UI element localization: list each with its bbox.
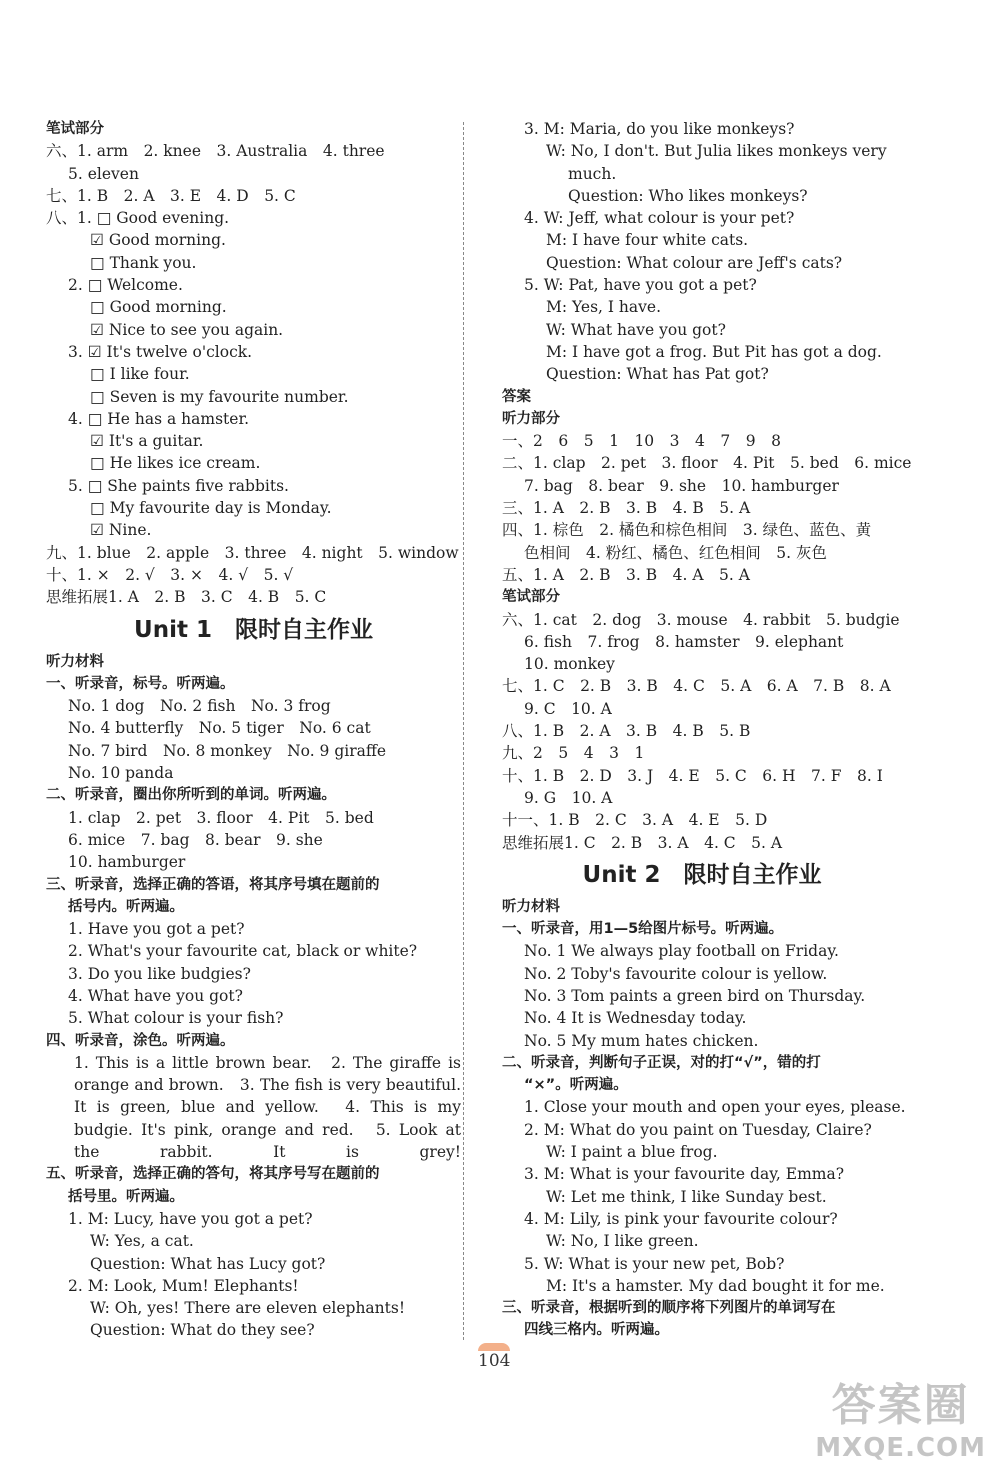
column-divider [463, 122, 464, 1340]
section-heading: 三、听录音，选择正确的答语，将其序号填在题前的 [46, 876, 380, 893]
text-line: 10. monkey [524, 655, 615, 674]
section-heading: 笔试部分 [46, 121, 104, 137]
text-line: No. 4 butterfly No. 5 tiger No. 6 cat [68, 719, 371, 738]
text-line: 7. bag 8. bear 9. she 10. hamburger [524, 476, 839, 495]
text-line: 六、1. cat 2. dog 3. mouse 4. rabbit 5. budgie [502, 610, 900, 629]
text-line: 色相间 4. 粉红、橘色、红色相间 5. 灰色 [524, 543, 827, 562]
text-line: ☑ Nice to see you again. [90, 320, 284, 339]
section-heading: 四线三格内。听两遍。 [524, 1322, 669, 1339]
text-line: 3. M: What is your favourite day, Emma? [524, 1165, 845, 1184]
text-line: 6. mice 7. bag 8. bear 9. she [68, 830, 323, 849]
text-line: □ Seven is my favourite number. [90, 387, 349, 406]
section-heading: 二、听录音，圈出你所听到的单词。听两遍。 [46, 787, 336, 804]
text-line: 10. hamburger [68, 853, 186, 872]
text-line: M: I have four white cats. [546, 231, 749, 250]
text-line: 4. What have you got? [68, 986, 243, 1005]
right-column [502, 118, 912, 1342]
text-line: Question: What has Pat got? [546, 365, 769, 384]
text-line: No. 3 Tom paints a green bird on Thursday. [524, 986, 866, 1005]
text-line: 思维拓展1. C 2. B 3. A 4. C 5. A [502, 833, 783, 852]
text-line: M: Yes, I have. [546, 298, 662, 317]
text-line: No. 2 Toby's favourite colour is yellow. [524, 964, 828, 983]
section-heading: 括号内。听两遍。 [68, 898, 184, 915]
text-line: 九、2 5 4 3 1 [502, 744, 645, 763]
text-line: 4. □ He has a hamster. [68, 409, 250, 428]
text-line: 4. W: Jeff, what colour is your pet? [524, 209, 795, 228]
text-line: □ I like four. [90, 365, 190, 384]
section-heading: “×”。听两遍。 [524, 1077, 628, 1094]
section-heading: 听力材料 [46, 653, 104, 670]
page-number: 104 [478, 1351, 511, 1371]
text-line: ☑ Nine. [90, 521, 152, 540]
section-heading: 听力部分 [502, 410, 560, 427]
text-line: 思维拓展1. A 2. B 3. C 4. B 5. C [46, 588, 327, 607]
text-line: No. 1 dog No. 2 fish No. 3 frog [68, 697, 331, 716]
watermark-line2: MXQE.COM [815, 1433, 986, 1463]
text-line: 八、1. □ Good evening. [46, 209, 230, 228]
text-line: much. [568, 164, 617, 183]
text-line: 2. □ Welcome. [68, 276, 183, 295]
section-heading: 笔试部分 [502, 589, 560, 606]
text-line: 1. M: Lucy, have you got a pet? [68, 1209, 313, 1228]
text-line: 五、1. A 2. B 3. B 4. A 5. A [502, 565, 750, 584]
text-line: W: No, I don't. But Julia likes monkeys very [546, 142, 887, 161]
section-heading: 五、听录音，选择正确的答句，将其序号写在题前的 [46, 1166, 380, 1183]
text-line: W: No, I like green. [546, 1232, 699, 1251]
text-line: Question: What do they see? [90, 1321, 315, 1340]
text-line: 1. Have you got a pet? [68, 920, 245, 939]
text-line: □ My favourite day is Monday. [90, 499, 332, 518]
text-line: No. 10 panda [68, 764, 174, 783]
text-line: W: Oh, yes! There are eleven elephants! [90, 1299, 406, 1318]
unit-heading: Unit 1 限时自主作业 [134, 616, 373, 643]
unit-heading: Unit 2 限时自主作业 [582, 861, 822, 888]
text-line: □ He likes ice cream. [90, 454, 261, 473]
text-line: 5. □ She paints five rabbits. [68, 476, 289, 495]
text-line: 9. G 10. A [524, 788, 613, 807]
text-line: Question: What colour are Jeff's cats? [546, 253, 843, 272]
text-line: 七、1. B 2. A 3. E 4. D 5. C [46, 186, 296, 205]
text-line: 5. W: Pat, have you got a pet? [524, 276, 757, 295]
section-heading: 一、听录音，用1—5给图片标号。听两遍。 [502, 921, 784, 938]
text-line: No. 7 bird No. 8 monkey No. 9 giraffe [68, 741, 387, 760]
text-line: 十一、1. B 2. C 3. A 4. E 5. D [502, 811, 768, 830]
text-line: 2. What's your favourite cat, black or white? [68, 942, 418, 961]
text-line: 1. Close your mouth and open your eyes, please. [524, 1098, 906, 1117]
text-line: 5. eleven [68, 164, 139, 183]
watermark-line1: 答案圈 [831, 1380, 970, 1431]
text-line: 1. clap 2. pet 3. floor 4. Pit 5. bed [68, 808, 374, 827]
text-line: Question: Who likes monkeys? [568, 186, 808, 205]
text-line: 七、1. C 2. B 3. B 4. C 5. A 6. A 7. B 8. A [502, 677, 891, 696]
text-line: 十、1. × 2. √ 3. × 4. √ 5. √ [46, 565, 294, 584]
left-column [46, 118, 461, 1342]
section-heading: 听力材料 [502, 898, 560, 915]
watermark-logo [815, 1369, 986, 1463]
section-heading: 四、听录音，涂色。听两遍。 [46, 1032, 235, 1049]
text-line: 一、2 6 5 1 10 3 4 7 9 8 [502, 432, 781, 451]
text-line: ☑ Good morning. [90, 231, 226, 250]
text-line: 6. fish 7. frog 8. hamster 9. elephant [524, 632, 844, 651]
text-line: 三、1. A 2. B 3. B 4. B 5. A [502, 499, 751, 518]
text-line: 3. M: Maria, do you like monkeys? [524, 120, 795, 138]
text-line: 四、1. 棕色 2. 橘色和棕色相间 3. 绿色、蓝色、黄 [502, 521, 872, 540]
text-line: W: I paint a blue frog. [546, 1143, 718, 1162]
text-line: □ Good morning. [90, 298, 227, 317]
text-line: 9. C 10. A [524, 699, 612, 718]
section-heading: 二、听录音，判断句子正误，对的打“√”，错的打 [502, 1054, 821, 1071]
section-heading: 括号里。听两遍。 [68, 1188, 184, 1205]
text-line: W: Yes, a cat. [90, 1232, 194, 1251]
section-heading: 答案 [502, 388, 531, 405]
text-line: 六、1. arm 2. knee 3. Australia 4. three [46, 142, 385, 161]
text-line: □ Thank you. [90, 253, 197, 272]
text-line: 5. W: What is your new pet, Bob? [524, 1254, 785, 1273]
text-line: 十、1. B 2. D 3. J 4. E 5. C 6. H 7. F 8. I [502, 766, 883, 785]
text-line: No. 1 We always play football on Friday. [524, 942, 839, 961]
section-heading: 一、听录音，标号。听两遍。 [46, 675, 235, 692]
text-line: 九、1. blue 2. apple 3. three 4. night 5. window [46, 543, 459, 562]
text-line: 3. Do you like budgies? [68, 964, 251, 983]
text-line: W: What have you got? [546, 320, 726, 339]
text-line: 1. This is a little brown bear. 2. The giraffe is orange and brown. 3. The fish is very beautiful. It is green, blue and yellow. 4. This is my budgie. It's pink, orange and red. 5. Look at the rabbit. It is grey! [74, 1053, 461, 1162]
text-line: 3. ☑ It's twelve o'clock. [68, 342, 253, 361]
section-heading: 三、听录音，根据听到的顺序将下列图片的单词写在 [502, 1300, 836, 1317]
text-line: No. 4 It is Wednesday today. [524, 1009, 747, 1028]
text-line: 5. What colour is your fish? [68, 1009, 284, 1028]
text-line: No. 5 My mum hates chicken. [524, 1031, 759, 1050]
text-line: W: Let me think, I like Sunday best. [546, 1187, 827, 1206]
text-line: 2. M: What do you paint on Tuesday, Claire? [524, 1120, 872, 1139]
text-line: ☑ It's a guitar. [90, 432, 204, 451]
text-line: 二、1. clap 2. pet 3. floor 4. Pit 5. bed 6. mice [502, 454, 912, 473]
text-line: M: I have got a frog. But Pit has got a dog. [546, 342, 882, 361]
text-line: 八、1. B 2. A 3. B 4. B 5. B [502, 722, 751, 741]
text-line: 4. M: Lily, is pink your favourite colour? [524, 1209, 838, 1228]
text-line: M: It's a hamster. My dad bought it for me. [546, 1276, 885, 1295]
text-line: Question: What has Lucy got? [90, 1254, 326, 1273]
text-line: 2. M: Look, Mum! Elephants! [68, 1276, 299, 1295]
